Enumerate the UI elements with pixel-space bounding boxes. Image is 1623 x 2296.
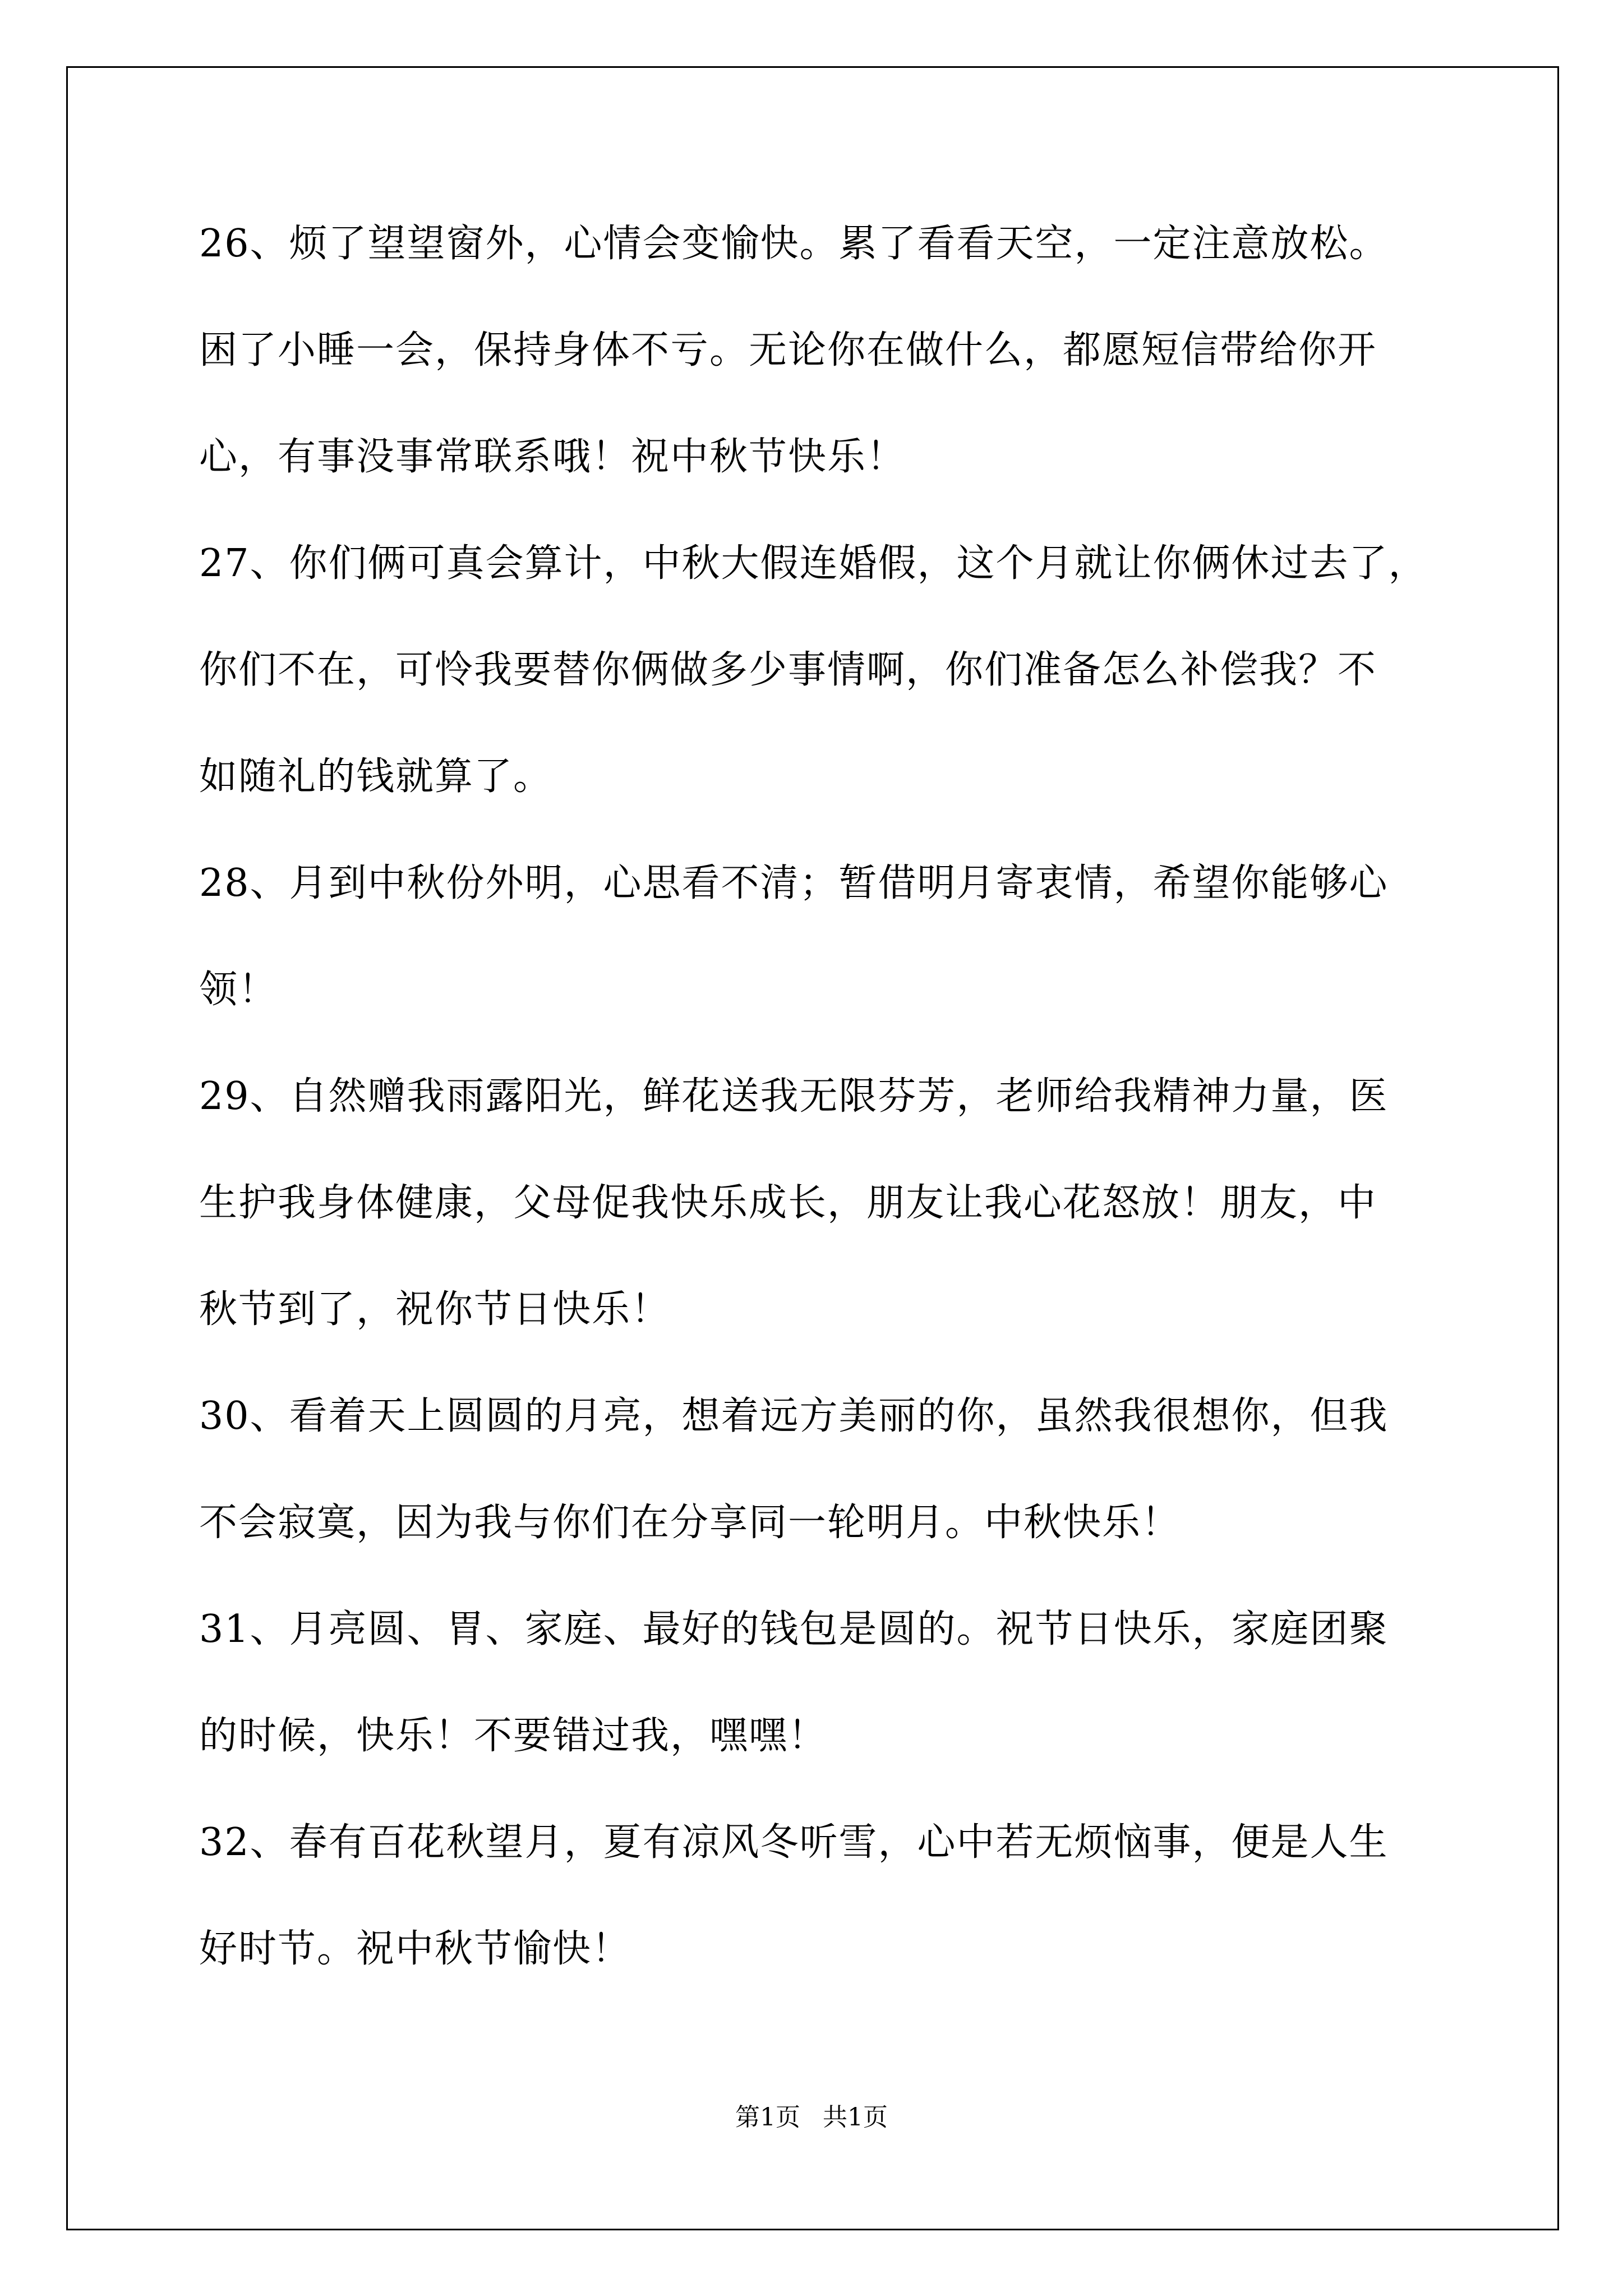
text-line: 生护我身体健康，父母促我快乐成长，朋友让我心花怒放！朋友，中 <box>199 1181 1377 1225</box>
text-line: 好时节。祝中秋节愉快！ <box>199 1927 631 1971</box>
text-line: 26、烦了望望窗外，心情会变愉快。累了看看天空，一定注意放松。 <box>199 222 1389 266</box>
text-line: 如随礼的钱就算了。 <box>199 754 553 799</box>
text-line: 30、看着天上圆圆的月亮，想着远方美丽的你，虽然我很想你，但我 <box>199 1394 1389 1438</box>
text-line: 不会寂寞，因为我与你们在分享同一轮明月。中秋快乐！ <box>199 1501 1181 1545</box>
text-line: 领！ <box>199 968 278 1012</box>
text-line: 你们不在，可怜我要替你俩做多少事情啊，你们准备怎么补偿我？不 <box>199 648 1377 692</box>
page-footer <box>0 2101 1623 2134</box>
document-body <box>199 213 1433 2025</box>
text-line: 27、你们俩可真会算计，中秋大假连婚假，这个月就让你俩休过去了， <box>199 541 1428 586</box>
text-line: 秋节到了，祝你节日快乐！ <box>199 1287 671 1332</box>
text-line: 29、自然赠我雨露阳光，鲜花送我无限芬芳，老师给我精神力量，医 <box>199 1074 1389 1119</box>
text-line: 31、月亮圆、胃、家庭、最好的钱包是圆的。祝节日快乐，家庭团聚 <box>199 1607 1389 1651</box>
text-line: 心，有事没事常联系哦！祝中秋节快乐！ <box>199 435 906 479</box>
text-line: 的时候，快乐！不要错过我，嘿嘿！ <box>199 1714 828 1758</box>
text-line: 28、月到中秋份外明，心思看不清；暂借明月寄衷情，希望你能够心 <box>199 861 1389 905</box>
page-number: 第1页 <box>735 2103 800 2132</box>
text-line: 困了小睡一会，保持身体不亏。无论你在做什么，都愿短信带给你开 <box>199 328 1377 372</box>
text-line: 32、春有百花秋望月，夏有凉风冬听雪，心中若无烦恼事，便是人生 <box>199 1820 1389 1865</box>
page-total: 共1页 <box>823 2103 888 2132</box>
